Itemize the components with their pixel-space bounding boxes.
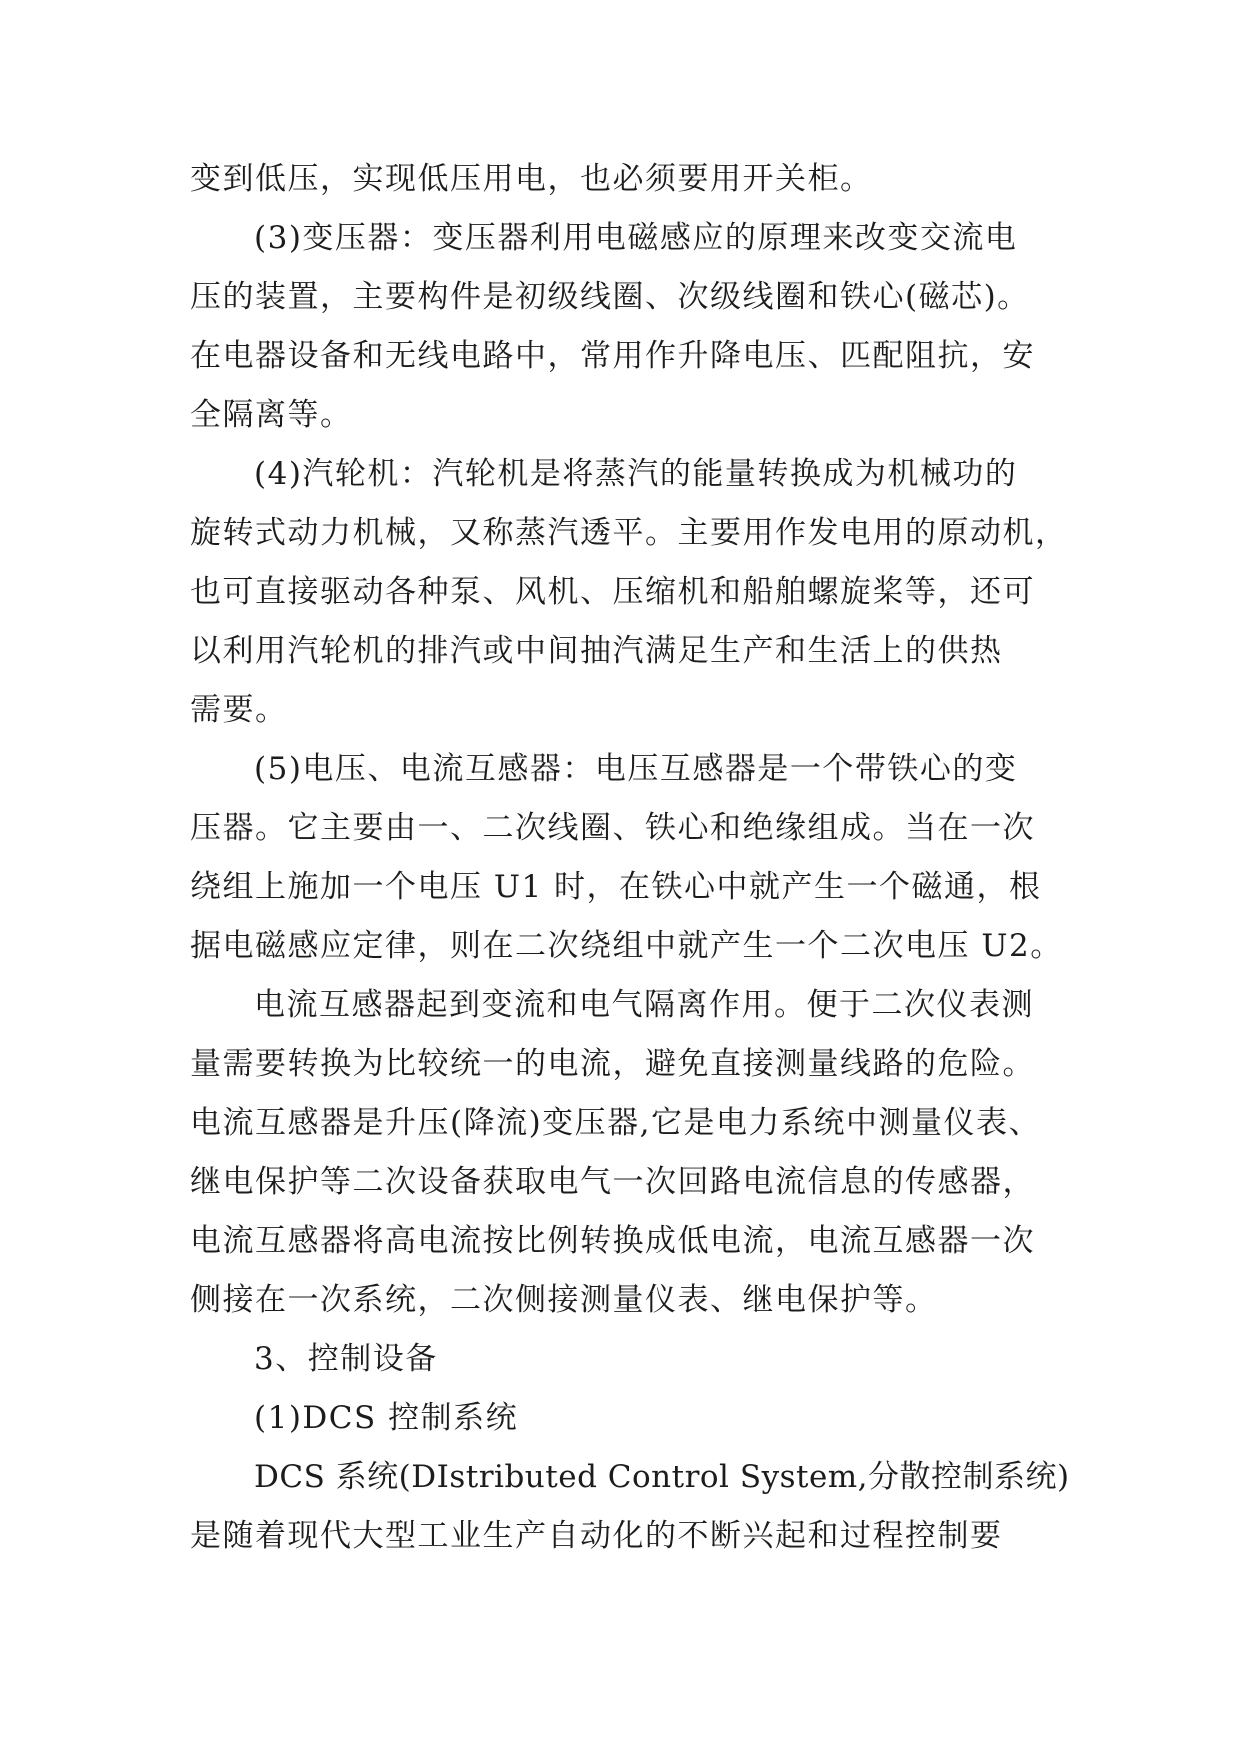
text-line: 电流互感器是升压(降流)变压器,它是电力系统中测量仪表、 — [190, 1105, 1042, 1141]
text-line: 电流互感器起到变流和电气隔离作用。便于二次仪表测 — [254, 987, 1034, 1023]
text-line: 侧接在一次系统，二次侧接测量仪表、继电保护等。 — [190, 1282, 938, 1318]
text-line: 是随着现代大型工业生产自动化的不断兴起和过程控制要 — [190, 1518, 1003, 1554]
text-line: 旋转式动力机械，又称蒸汽透平。主要用作发电用的原动机， — [190, 515, 1068, 551]
text-line: 也可直接驱动各种泵、风机、压缩机和船舶螺旋桨等，还可 — [190, 574, 1035, 610]
text-line: 需要。 — [190, 692, 288, 728]
text-line: (4)汽轮机：汽轮机是将蒸汽的能量转换成为机械功的 — [254, 456, 1018, 492]
text-line: (1)DCS 控制系统 — [254, 1400, 519, 1436]
text-line: (5)电压、电流互感器：电压互感器是一个带铁心的变 — [254, 751, 1018, 787]
text-line: (3)变压器：变压器利用电磁感应的原理来改变交流电 — [254, 220, 1018, 256]
text-line: DCS 系统(DIstributed Control System,分散控制系统) — [254, 1459, 1070, 1495]
document-body — [190, 150, 1070, 1566]
text-line: 全隔离等。 — [190, 397, 353, 433]
text-line: 绕组上施加一个电压 U1 时，在铁心中就产生一个磁通，根 — [190, 869, 1042, 905]
text-line: 变到低压，实现低压用电，也必须要用开关柜。 — [190, 161, 873, 197]
text-line: 3、控制设备 — [254, 1341, 438, 1377]
text-line: 量需要转换为比较统一的电流，避免直接测量线路的危险。 — [190, 1046, 1035, 1082]
text-line: 电流互感器将高电流按比例转换成低电流，电流互感器一次 — [190, 1223, 1035, 1259]
text-line: 压的装置，主要构件是初级线圈、次级线圈和铁心(磁芯)。 — [190, 279, 1030, 315]
text-line: 据电磁感应定律，则在二次绕组中就产生一个二次电压 U2。 — [190, 928, 1063, 964]
text-line: 压器。它主要由一、二次线圈、铁心和绝缘组成。当在一次 — [190, 810, 1035, 846]
text-line: 以利用汽轮机的排汽或中间抽汽满足生产和生活上的供热 — [190, 633, 1003, 669]
text-line: 继电保护等二次设备获取电气一次回路电流信息的传感器， — [190, 1164, 1035, 1200]
text-line: 在电器设备和无线电路中，常用作升降电压、匹配阻抗，安 — [190, 338, 1035, 374]
